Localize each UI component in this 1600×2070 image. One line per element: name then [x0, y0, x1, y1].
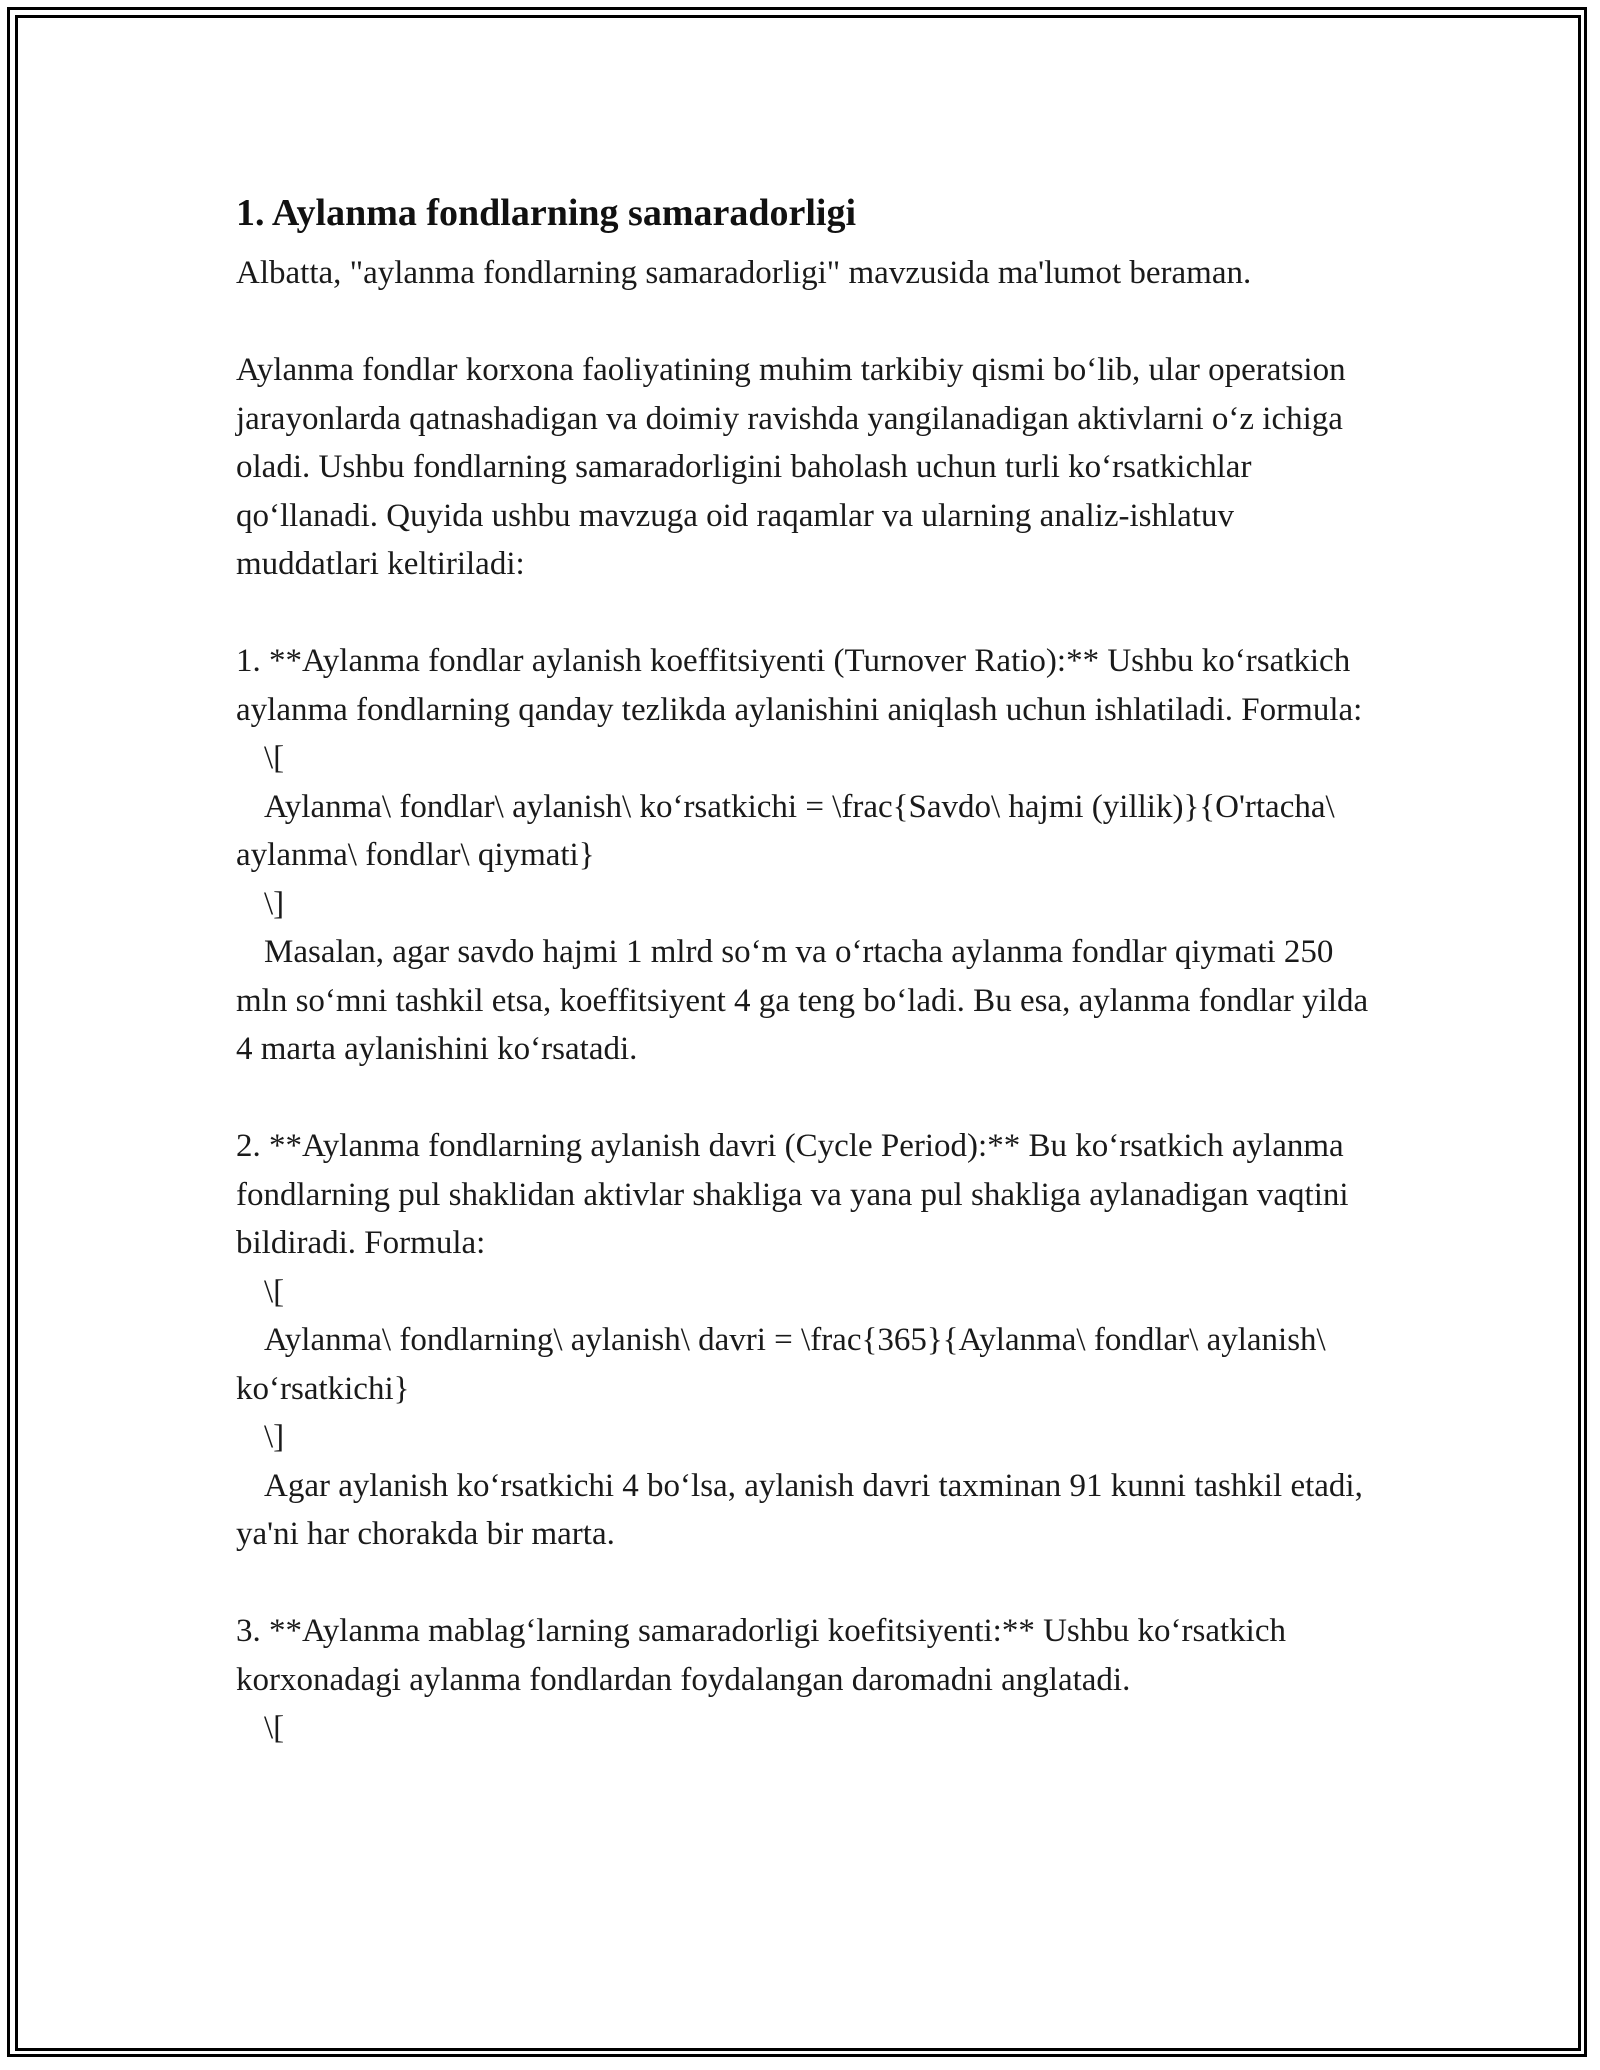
- formula-open: \[: [264, 1710, 285, 1746]
- document-body: [236, 185, 1376, 1753]
- paragraph-gap: [236, 1074, 1376, 1123]
- item-example: Masalan, agar savdo hajmi 1 mlrd so‘m va o‘rtacha aylanma fondlar qiymati 250 mln so‘mni tashkil etsa, koeffitsiyent 4 ga teng bo‘ladi. Bu esa, aylanma fondlar yilda 4 marta aylanishini ko‘rsatadi.: [236, 934, 1377, 1067]
- paragraph-gap: [236, 1559, 1376, 1608]
- intro-paragraph: Albatta, "aylanma fondlarning samaradorligi" mavzusida ma'lumot beraman.: [236, 255, 1252, 291]
- list-item: [236, 1607, 1376, 1753]
- list-item: [236, 1122, 1376, 1559]
- formula-open: \[: [264, 1273, 285, 1310]
- item-heading: 2. **Aylanma fondlarning aylanish davri (Cycle Period):** Bu ko‘rsatkich aylanma fondlarning pul shaklidan aktivlar shakliga va yana pul shakliga aylanadigan vaqtini bildiradi. Formula:: [236, 1128, 1357, 1261]
- formula-open: \[: [264, 740, 285, 776]
- formula-close: \]: [264, 885, 285, 922]
- item-heading: 3. **Aylanma mablag‘larning samaradorligi koefitsiyenti:** Ushbu ko‘rsatkich korxonadagi aylanma fondlardan foydalangan daromadni anglatadi.: [236, 1613, 1295, 1698]
- paragraph-gap: [236, 589, 1376, 638]
- paragraph-gap: [236, 298, 1376, 347]
- document-title: 1. Aylanma fondlarning samaradorligi: [236, 192, 857, 234]
- list-item: [236, 637, 1376, 1074]
- formula-close: \]: [264, 1419, 285, 1455]
- formula-text: Aylanma\ fondlar\ aylanish\ ko‘rsatkichi = \frac{Savdo\ hajmi (yillik)}{O'rtacha\ aylanma\ fondlar\ qiymati}: [236, 788, 1343, 873]
- item-heading: 1. **Aylanma fondlar aylanish koeffitsiyenti (Turnover Ratio):** Ushbu ko‘rsatkich aylanma fondlarning qanday tezlikda aylanishini aniqlash uchun ishlatiladi. Formula:: [236, 643, 1363, 728]
- overview-paragraph: Aylanma fondlar korxona faoliyatining muhim tarkibiy qismi bo‘lib, ular operatsion jarayonlarda qatnashadigan va doimiy ravishda yangilanadigan aktivlarni o‘z ichiga oladi. Ushbu fondlarning samaradorligini baholash uchun turli ko‘rsatkichlar qo‘llanadi. Quyida ushbu mavzuga oid raqamlar va ularning analiz-ishlatuv muddatlari keltiriladi:: [236, 352, 1354, 582]
- formula-text: Aylanma\ fondlarning\ aylanish\ davri = \frac{365}{Aylanma\ fondlar\ aylanish\ ko‘rsatkichi}: [236, 1322, 1334, 1407]
- item-example: Agar aylanish ko‘rsatkichi 4 bo‘lsa, aylanish davri taxminan 91 kunni tashkil etadi, ya'ni har chorakda bir marta.: [236, 1467, 1372, 1552]
